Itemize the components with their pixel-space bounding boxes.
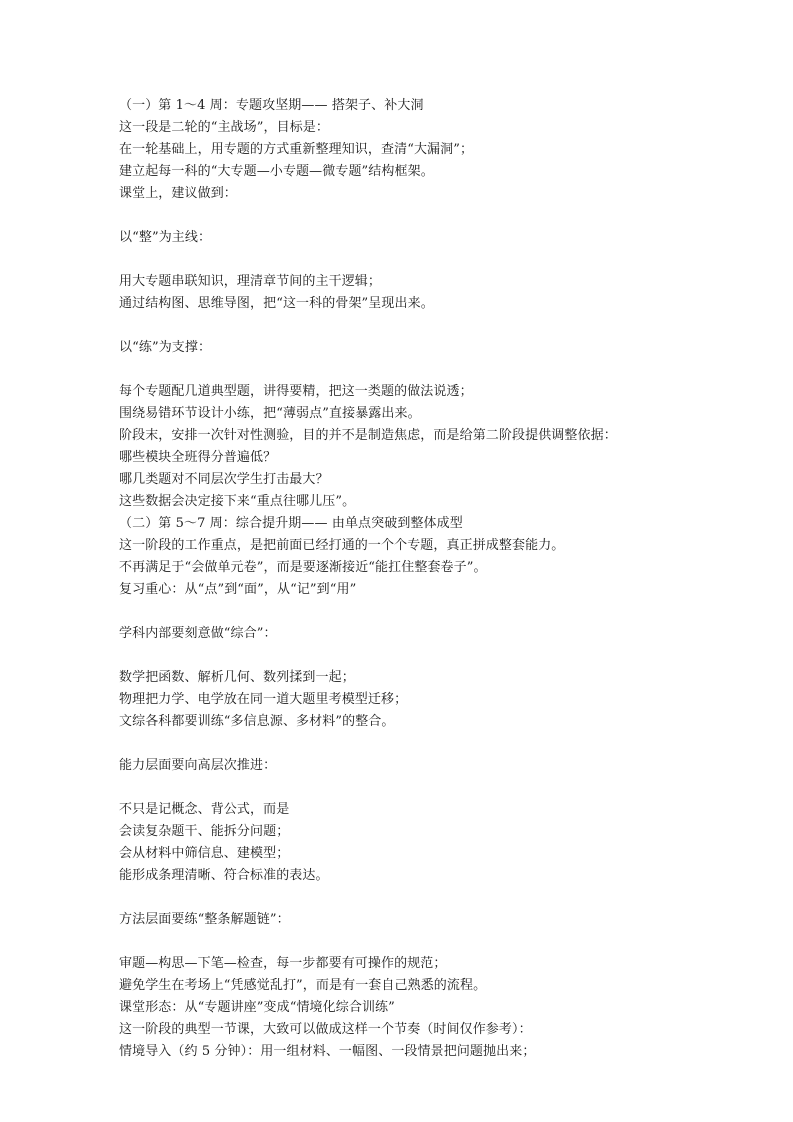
text-line: 物理把力学、电学放在同一道大题里考模型迁移；	[119, 692, 408, 707]
text-line: 在一轮基础上，用专题的方式重新整理知识，查清“大漏洞”；	[119, 142, 474, 157]
text-line: 方法层面要练“整条解题链”：	[119, 912, 290, 927]
text-line: 情境导入（约 5 分钟）：用一组材料、一幅图、一段情景把问题抛出来；	[119, 1044, 536, 1059]
text-line: 课堂上，建议做到：	[119, 186, 237, 201]
text-line: 不只是记概念、背公式，而是	[119, 802, 290, 817]
blank-line	[119, 601, 779, 623]
text-line: 这一阶段的工作重点，是把前面已经打通的一个个专题，真正拼成整套能力。	[119, 538, 565, 553]
text-line: 会读复杂题干、能拆分问题；	[119, 824, 290, 839]
blank-line	[119, 931, 779, 953]
document-body	[119, 95, 779, 1063]
text-line: 哪些模块全班得分普遍低？	[119, 450, 277, 465]
blank-line	[119, 249, 779, 271]
blank-line	[119, 645, 779, 667]
text-line: 通过结构图、思维导图，把“这一科的骨架”呈现出来。	[119, 296, 434, 311]
text-line: 审题—构思—下笔—检查，每一步都要有可操作的规范；	[119, 956, 447, 971]
text-line: （二）第 5～7 周：综合提升期—— 由单点突破到整体成型	[119, 516, 463, 531]
text-line: 这一阶段的典型一节课，大致可以做成这样一个节奏（时间仅作参考）：	[119, 1022, 532, 1037]
text-line: 这些数据会决定接下来“重点往哪儿压”。	[119, 494, 356, 509]
text-line: 避免学生在考场上“凭感觉乱打”，而是有一套自己熟悉的流程。	[119, 978, 487, 993]
text-line: 每个专题配几道典型题，讲得要精，把这一类题的做法说透；	[119, 384, 473, 399]
text-line: （一）第 1～4 周：专题攻坚期—— 搭架子、补大洞	[119, 98, 424, 113]
text-line: 能形成条理清晰、符合标准的表达。	[119, 868, 329, 883]
blank-line	[119, 315, 779, 337]
text-line: 数学把函数、解析几何、数列揉到一起；	[119, 670, 355, 685]
text-line: 围绕易错环节设计小练，把“薄弱点”直接暴露出来。	[119, 406, 421, 421]
text-line: 课堂形态：从“专题讲座”变成“情境化综合训练”	[119, 1000, 395, 1015]
text-line: 建立起每一科的“大专题—小专题—微专题”结构框架。	[119, 164, 434, 179]
text-line: 阶段末，安排一次针对性测验，目的并不是制造焦虑，而是给第二阶段提供调整依据：	[119, 428, 617, 443]
text-line: 以“练”为支撑：	[119, 340, 212, 355]
text-line: 哪几类题对不同层次学生打击最大？	[119, 472, 329, 487]
text-line: 用大专题串联知识，理清章节间的主干逻辑；	[119, 274, 382, 289]
blank-line	[119, 887, 779, 909]
text-line: 学科内部要刻意做“综合”：	[119, 626, 277, 641]
text-line: 不再满足于“会做单元卷”，而是要逐渐接近“能扛住整套卷子”。	[119, 560, 487, 575]
text-line: 这一段是二轮的“主战场”，目标是：	[119, 120, 329, 135]
text-line: 复习重心：从“点”到“面”，从“记”到“用”	[119, 582, 357, 597]
text-line: 会从材料中筛信息、建模型；	[119, 846, 290, 861]
text-line: 文综各科都要训练“多信息源、多材料”的整合。	[119, 714, 395, 729]
text-line: 以“整”为主线：	[119, 230, 212, 245]
blank-line	[119, 733, 779, 755]
blank-line	[119, 205, 779, 227]
blank-line	[119, 777, 779, 799]
blank-line	[119, 359, 779, 381]
text-line: 能力层面要向高层次推进：	[119, 758, 277, 773]
